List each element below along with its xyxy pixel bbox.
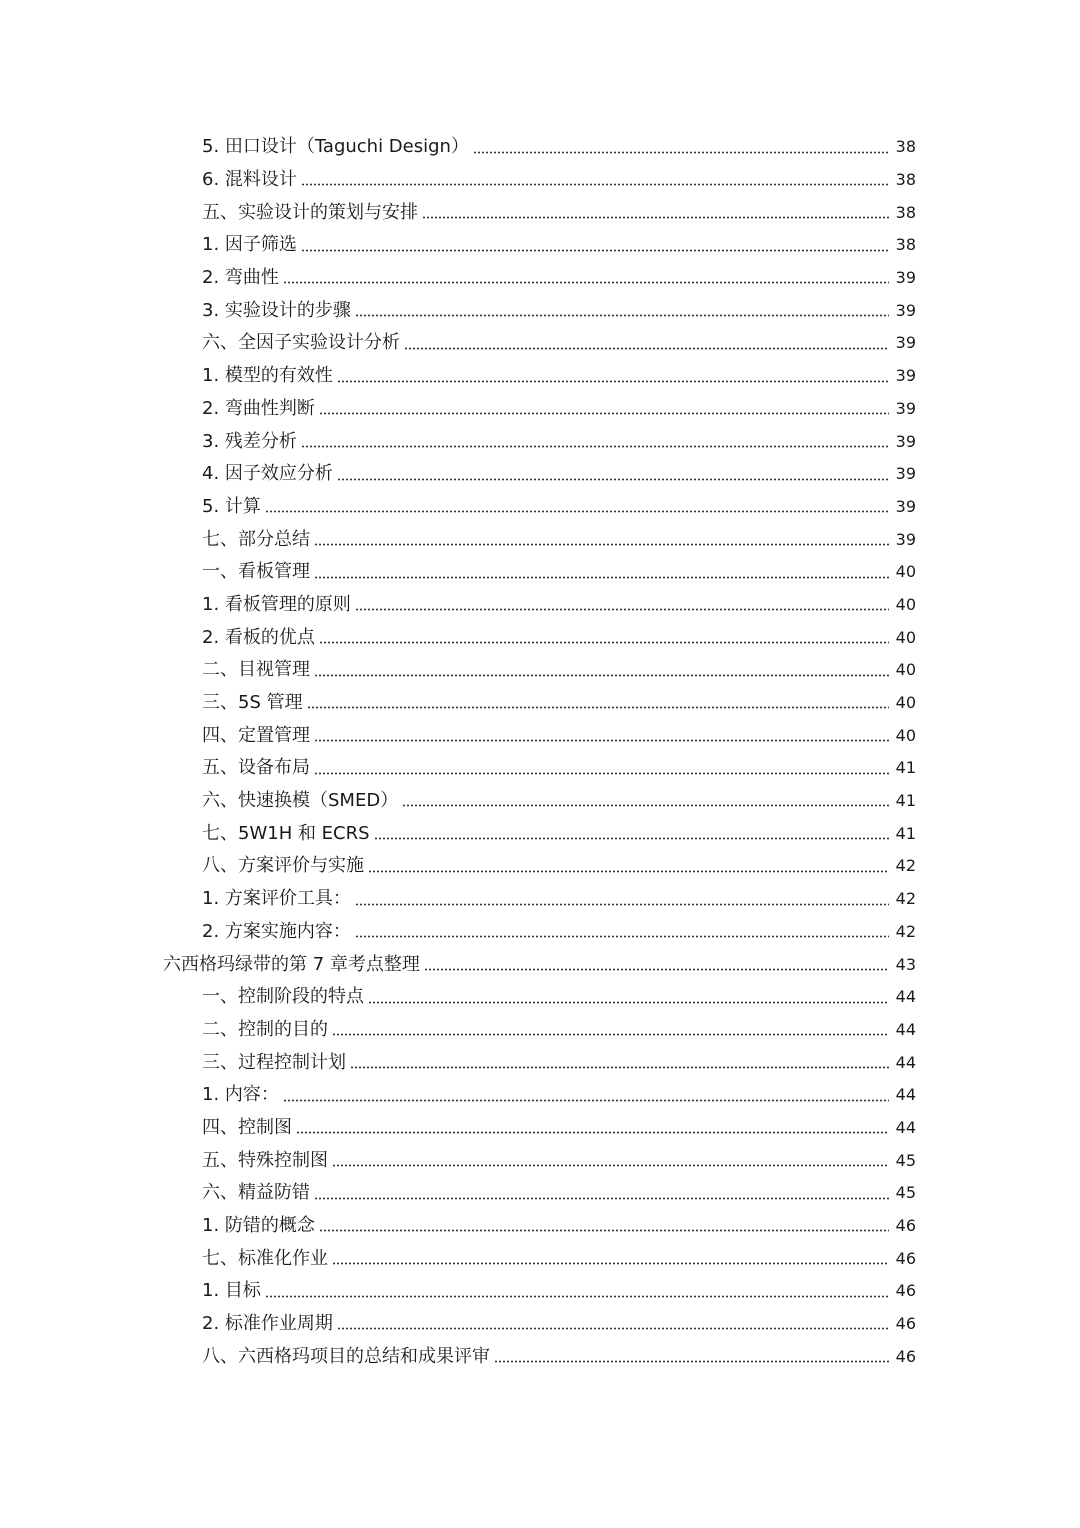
dot-leader — [355, 314, 889, 317]
toc-entry-page-number: 38 — [895, 235, 916, 255]
toc-entry[interactable] — [0, 262, 1080, 295]
toc-entry-page-number: 41 — [895, 791, 916, 811]
toc-entry[interactable] — [0, 850, 1080, 883]
toc-entry-page-number: 39 — [895, 496, 916, 516]
toc-entry-title: 1. 内容： — [202, 1084, 279, 1106]
dot-leader — [314, 543, 889, 546]
toc-entry-title: 五、设备布局 — [202, 757, 310, 779]
dot-leader — [319, 412, 889, 415]
toc-entry-title: 六西格玛绿带的第 7 章考点整理 — [163, 953, 420, 975]
toc-entry-title: 六、精益防错 — [202, 1182, 310, 1204]
toc-entry-title: 2. 标准作业周期 — [202, 1313, 333, 1335]
dot-leader — [494, 1360, 889, 1363]
toc-entry[interactable] — [0, 589, 1080, 622]
toc-entry[interactable] — [0, 1014, 1080, 1047]
toc-entry-page-number: 39 — [895, 333, 916, 353]
dot-leader — [314, 1197, 889, 1200]
toc-entry[interactable] — [0, 1308, 1080, 1341]
toc-entry-title: 二、目视管理 — [202, 659, 310, 681]
toc-entry-title: 1. 看板管理的原则 — [202, 593, 351, 615]
toc-entry-page-number: 39 — [895, 268, 916, 288]
toc-entry[interactable] — [0, 687, 1080, 720]
dot-leader — [314, 576, 889, 579]
dot-leader — [473, 151, 889, 154]
toc-entry[interactable] — [0, 948, 1080, 981]
toc-entry[interactable] — [0, 1177, 1080, 1210]
dot-leader — [337, 478, 889, 481]
toc-entry[interactable] — [0, 393, 1080, 426]
toc-entry-title: 3. 残差分析 — [202, 430, 297, 452]
toc-entry-page-number: 42 — [895, 889, 916, 909]
toc-entry-page-number: 39 — [895, 464, 916, 484]
dot-leader — [319, 641, 889, 644]
dot-leader — [337, 380, 889, 383]
dot-leader — [332, 1262, 889, 1265]
toc-entry[interactable] — [0, 1112, 1080, 1145]
toc-entry[interactable] — [0, 719, 1080, 752]
toc-entry-page-number: 45 — [895, 1150, 916, 1170]
toc-entry[interactable] — [0, 981, 1080, 1014]
toc-entry-page-number: 39 — [895, 300, 916, 320]
toc-entry-page-number: 46 — [895, 1248, 916, 1268]
toc-entry-page-number: 41 — [895, 823, 916, 843]
toc-entry-title: 1. 模型的有效性 — [202, 365, 333, 387]
toc-entry-page-number: 44 — [895, 1052, 916, 1072]
toc-entry-title: 六、快速换模（SMED） — [202, 790, 399, 812]
toc-entry-page-number: 40 — [895, 693, 916, 713]
toc-entry[interactable] — [0, 327, 1080, 360]
toc-entry[interactable] — [0, 785, 1080, 818]
toc-entry-title: 七、5W1H 和 ECRS — [202, 822, 370, 844]
toc-entry[interactable] — [0, 1210, 1080, 1243]
dot-leader — [332, 1164, 889, 1167]
dot-leader — [314, 674, 889, 677]
toc-entry[interactable] — [0, 1144, 1080, 1177]
toc-entry-title: 1. 方案评价工具： — [202, 888, 351, 910]
toc-entry-title: 八、六西格玛项目的总结和成果评审 — [202, 1345, 490, 1367]
toc-entry-page-number: 44 — [895, 1085, 916, 1105]
toc-entry[interactable] — [0, 1242, 1080, 1275]
dot-leader — [301, 445, 889, 448]
dot-leader — [283, 1099, 889, 1102]
toc-entry-page-number: 39 — [895, 431, 916, 451]
toc-entry-title: 4. 因子效应分析 — [202, 463, 333, 485]
toc-entry-title: 四、定置管理 — [202, 724, 310, 746]
toc-entry-title: 1. 因子筛选 — [202, 234, 297, 256]
toc-entry-title: 2. 弯曲性判断 — [202, 397, 315, 419]
toc-entry-page-number: 46 — [895, 1314, 916, 1334]
toc-entry-page-number: 42 — [895, 856, 916, 876]
dot-leader — [314, 772, 889, 775]
toc-entry-title: 5. 田口设计（Taguchi Design） — [202, 136, 469, 158]
toc-entry[interactable] — [0, 523, 1080, 556]
dot-leader — [332, 1033, 889, 1036]
dot-leader — [301, 249, 889, 252]
toc-entry-page-number: 44 — [895, 987, 916, 1007]
toc-entry[interactable] — [0, 164, 1080, 197]
toc-entry[interactable] — [0, 1340, 1080, 1373]
dot-leader — [265, 510, 889, 513]
toc-entry-page-number: 39 — [895, 398, 916, 418]
toc-entry-page-number: 45 — [895, 1183, 916, 1203]
toc-entry-page-number: 40 — [895, 660, 916, 680]
toc-entry[interactable] — [0, 491, 1080, 524]
toc-entry[interactable] — [0, 817, 1080, 850]
dot-leader — [424, 968, 889, 971]
dot-leader — [301, 183, 889, 186]
toc-entry-page-number: 38 — [895, 137, 916, 157]
dot-leader — [296, 1131, 889, 1134]
toc-entry-title: 三、过程控制计划 — [202, 1051, 346, 1073]
toc-entry-title: 6. 混料设计 — [202, 169, 297, 191]
toc-entry-page-number: 42 — [895, 921, 916, 941]
toc-entry-page-number: 39 — [895, 529, 916, 549]
toc-entry-page-number: 40 — [895, 627, 916, 647]
dot-leader — [337, 1327, 889, 1330]
toc-entry[interactable] — [0, 1046, 1080, 1079]
toc-entry-title: 1. 防错的概念 — [202, 1215, 315, 1237]
toc-entry-page-number: 40 — [895, 594, 916, 614]
toc-entry-page-number: 40 — [895, 725, 916, 745]
toc-entry-title: 七、标准化作业 — [202, 1247, 328, 1269]
dot-leader — [307, 706, 889, 709]
toc-entry[interactable] — [0, 294, 1080, 327]
toc-entry-page-number: 39 — [895, 366, 916, 386]
toc-entry[interactable] — [0, 229, 1080, 262]
toc-entry-title: 五、特殊控制图 — [202, 1149, 328, 1171]
toc-entry[interactable] — [0, 1079, 1080, 1112]
toc-entry-page-number: 43 — [895, 954, 916, 974]
toc-entry-title: 五、实验设计的策划与安排 — [202, 201, 418, 223]
dot-leader — [422, 216, 889, 219]
toc-entry-page-number: 44 — [895, 1019, 916, 1039]
dot-leader — [368, 870, 889, 873]
toc-entry-title: 1. 目标 — [202, 1280, 261, 1302]
toc-entry-page-number: 38 — [895, 170, 916, 190]
toc-entry-title: 三、5S 管理 — [202, 692, 303, 714]
toc-entry-page-number: 38 — [895, 202, 916, 222]
toc-entry-title: 2. 方案实施内容： — [202, 920, 351, 942]
toc-entry-page-number: 44 — [895, 1117, 916, 1137]
toc-entry-title: 一、控制阶段的特点 — [202, 986, 364, 1008]
toc-entry-page-number: 46 — [895, 1281, 916, 1301]
dot-leader — [319, 1229, 889, 1232]
toc-entry-title: 六、全因子实验设计分析 — [202, 332, 400, 354]
toc-entry[interactable] — [0, 131, 1080, 164]
toc-entry[interactable] — [0, 425, 1080, 458]
toc-entry-title: 二、控制的目的 — [202, 1018, 328, 1040]
toc-entry-title: 四、控制图 — [202, 1116, 292, 1138]
dot-leader — [374, 837, 889, 840]
dot-leader — [404, 347, 889, 350]
dot-leader — [283, 281, 889, 284]
toc-entry-title: 2. 弯曲性 — [202, 267, 279, 289]
toc-entry[interactable] — [0, 621, 1080, 654]
toc-entry-title: 八、方案评价与实施 — [202, 855, 364, 877]
toc-entry-title: 一、看板管理 — [202, 561, 310, 583]
toc-entry-title: 2. 看板的优点 — [202, 626, 315, 648]
toc-entry[interactable] — [0, 916, 1080, 949]
toc-entry-page-number: 46 — [895, 1346, 916, 1366]
toc-entry[interactable] — [0, 752, 1080, 785]
dot-leader — [355, 935, 889, 938]
toc-entry[interactable] — [0, 1275, 1080, 1308]
toc-entry-title: 七、部分总结 — [202, 528, 310, 550]
dot-leader — [314, 739, 889, 742]
toc-entry[interactable] — [0, 883, 1080, 916]
toc-entry[interactable] — [0, 196, 1080, 229]
dot-leader — [350, 1066, 889, 1069]
toc-entry[interactable] — [0, 654, 1080, 687]
toc-entry-title: 3. 实验设计的步骤 — [202, 299, 351, 321]
toc-entry-page-number: 46 — [895, 1216, 916, 1236]
table-of-contents — [0, 131, 1080, 1373]
toc-entry-page-number: 41 — [895, 758, 916, 778]
toc-entry[interactable] — [0, 360, 1080, 393]
toc-entry-title: 5. 计算 — [202, 495, 261, 517]
dot-leader — [368, 1001, 889, 1004]
toc-entry[interactable] — [0, 556, 1080, 589]
dot-leader — [355, 608, 889, 611]
toc-entry[interactable] — [0, 458, 1080, 491]
dot-leader — [355, 903, 889, 906]
dot-leader — [402, 804, 889, 807]
dot-leader — [265, 1295, 889, 1298]
toc-entry-page-number: 40 — [895, 562, 916, 582]
